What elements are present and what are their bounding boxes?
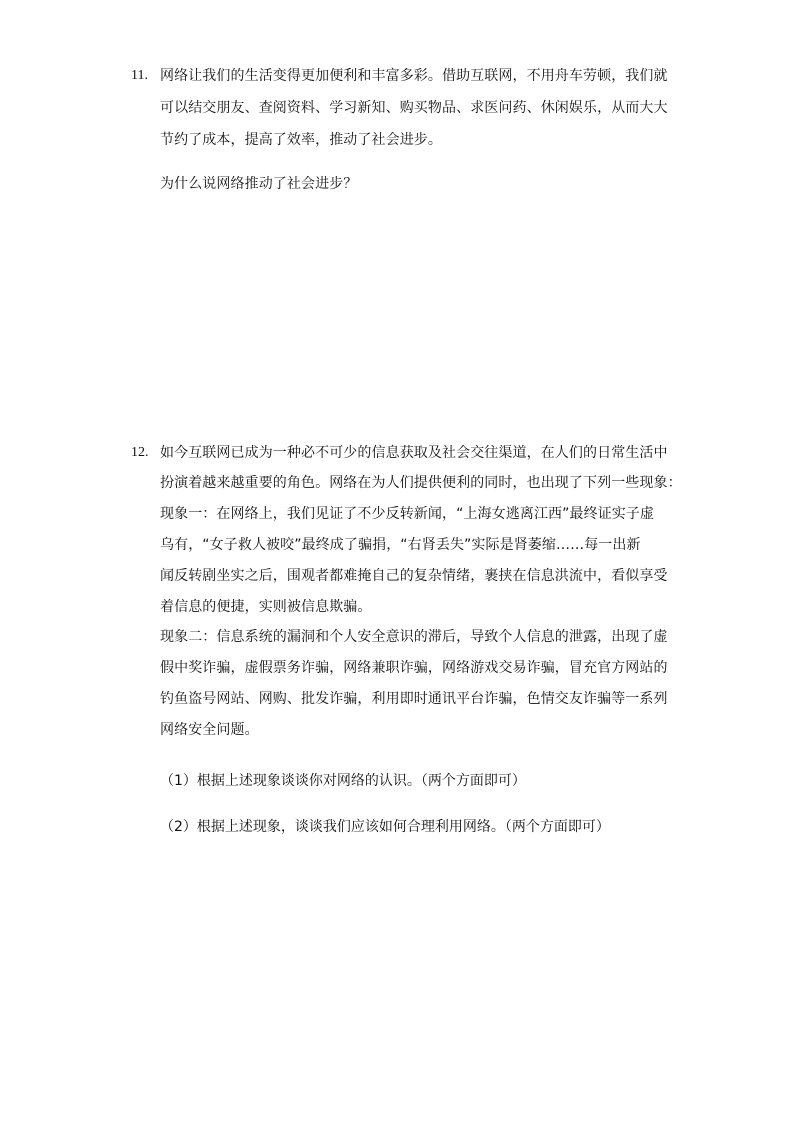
- question-12-line-5: 闻反转剧坐实之后，围观者都难掩自己的复杂情绪，裹挟在信息洪流中，看似享受: [160, 568, 668, 584]
- question-12-line-8: 假中奖诈骗，虚假票务诈骗，网络兼职诈骗，网络游戏交易诈骗，冒充官方网站的: [160, 660, 668, 676]
- question-11-line-2: 可以结交朋友、查阅资料、学习新知、购买物品、求医问药、休闲娱乐，从而大大: [160, 100, 668, 116]
- question-12-line-6: 着信息的便捷，实则被信息欺骗。: [160, 599, 372, 615]
- question-12-line-1: 如今互联网已成为一种必不可少的信息获取及社会交往渠道，在人们的日常生活中: [160, 445, 668, 461]
- question-12-sub-1: （1）根据上述现象谈谈你对网络的认识。（两个方面即可）: [160, 773, 526, 789]
- question-11-number: 11.: [131, 68, 148, 83]
- question-12-line-9: 钓鱼盗号网站、网购、批发诈骗，利用即时通讯平台诈骗，色情交友诈骗等一系列: [160, 691, 668, 707]
- question-12-line-4: 乌有，“女子救人被咬”最终成了骗捐，“右肾丢失”实际是肾萎缩……每一出新: [160, 537, 641, 553]
- question-11-prompt: 为什么说网络推动了社会进步？: [160, 176, 358, 192]
- question-12-line-3: 现象一：在网络上，我们见证了不少反转新闻，“上海女逃离江西”最终证实子虚: [160, 506, 655, 522]
- question-12-line-7: 现象二：信息系统的漏洞和个人安全意识的滞后，导致个人信息的泄露，出现了虚: [160, 629, 668, 645]
- question-12-number: 12.: [131, 445, 149, 460]
- question-12-line-2: 扮演着越来越重要的角色。网络在为人们提供便利的同时，也出现了下列一些现象：: [160, 475, 682, 491]
- question-11-line-1: 网络让我们的生活变得更加便利和丰富多彩。借助互联网，不用舟车劳顿，我们就: [160, 68, 668, 84]
- question-11-line-3: 节约了成本，提高了效率，推动了社会进步。: [160, 132, 442, 148]
- question-12-sub-2: （2）根据上述现象，谈谈我们应该如何合理利用网络。（两个方面即可）: [160, 819, 610, 835]
- question-12-line-10: 网络安全问题。: [160, 722, 259, 738]
